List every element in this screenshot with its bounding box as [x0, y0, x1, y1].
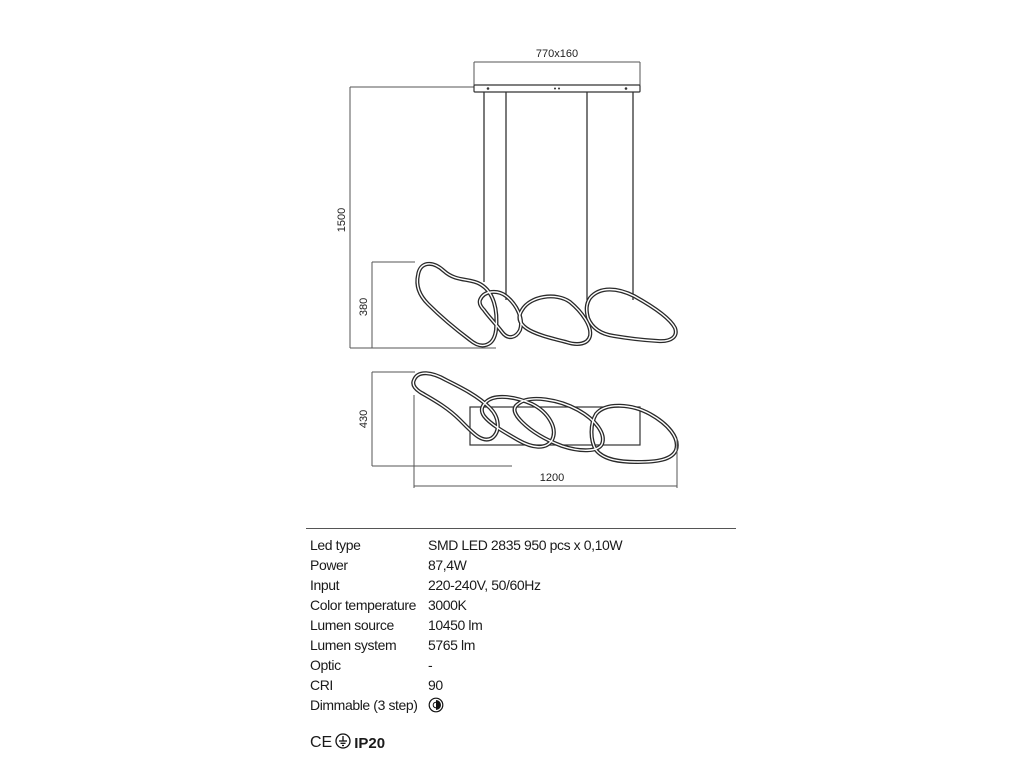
spec-label: Lumen system — [310, 637, 397, 653]
spec-table — [310, 535, 728, 715]
width-dimension — [474, 62, 640, 85]
dimension-label-width: 770x160 — [535, 48, 579, 60]
suspension-cables — [484, 92, 633, 300]
height-ring-dimension — [372, 262, 415, 348]
spec-value: 220-240V, 50/60Hz — [428, 577, 541, 593]
spec-row — [310, 535, 728, 555]
spec-row — [310, 575, 728, 595]
spec-value: 87,4W — [428, 557, 467, 573]
dimension-label-height-total: 1500 — [336, 207, 348, 233]
ce-mark: CE — [310, 734, 333, 751]
spec-label: Dimmable (3 step) — [310, 697, 418, 713]
spec-value: 10450 lm — [428, 617, 483, 633]
dimension-label-height-ring: 380 — [358, 297, 370, 317]
spec-row — [310, 615, 728, 635]
spec-label: Led type — [310, 537, 361, 553]
front-view-rings — [417, 264, 675, 346]
ip-rating: IP20 — [354, 734, 386, 752]
spec-label: Input — [310, 577, 340, 593]
spec-row — [310, 655, 728, 675]
spec-row — [310, 695, 728, 715]
spec-label: Power — [310, 557, 348, 573]
spec-value: 3000K — [428, 597, 467, 613]
spec-row — [310, 595, 728, 615]
spec-label: Lumen source — [310, 617, 394, 633]
spec-value: - — [428, 657, 433, 673]
spec-label: Color temperature — [310, 597, 417, 613]
dimmable-icon — [428, 697, 444, 713]
spec-label: Optic — [310, 657, 341, 673]
spec-divider — [306, 528, 736, 529]
spec-value: 90 — [428, 677, 443, 693]
spec-row — [310, 675, 728, 695]
class-i-earth-icon — [335, 733, 351, 753]
spec-value: SMD LED 2835 950 pcs x 0,10W — [428, 537, 623, 553]
canopy — [474, 85, 640, 92]
spec-row — [310, 635, 728, 655]
spec-label: CRI — [310, 677, 333, 693]
spec-row — [310, 555, 728, 575]
dimension-label-depth: 430 — [358, 409, 370, 429]
spec-value — [428, 695, 728, 715]
spec-value: 5765 lm — [428, 637, 476, 653]
dimension-label-length: 1200 — [539, 472, 565, 484]
certification-marks — [310, 733, 385, 753]
